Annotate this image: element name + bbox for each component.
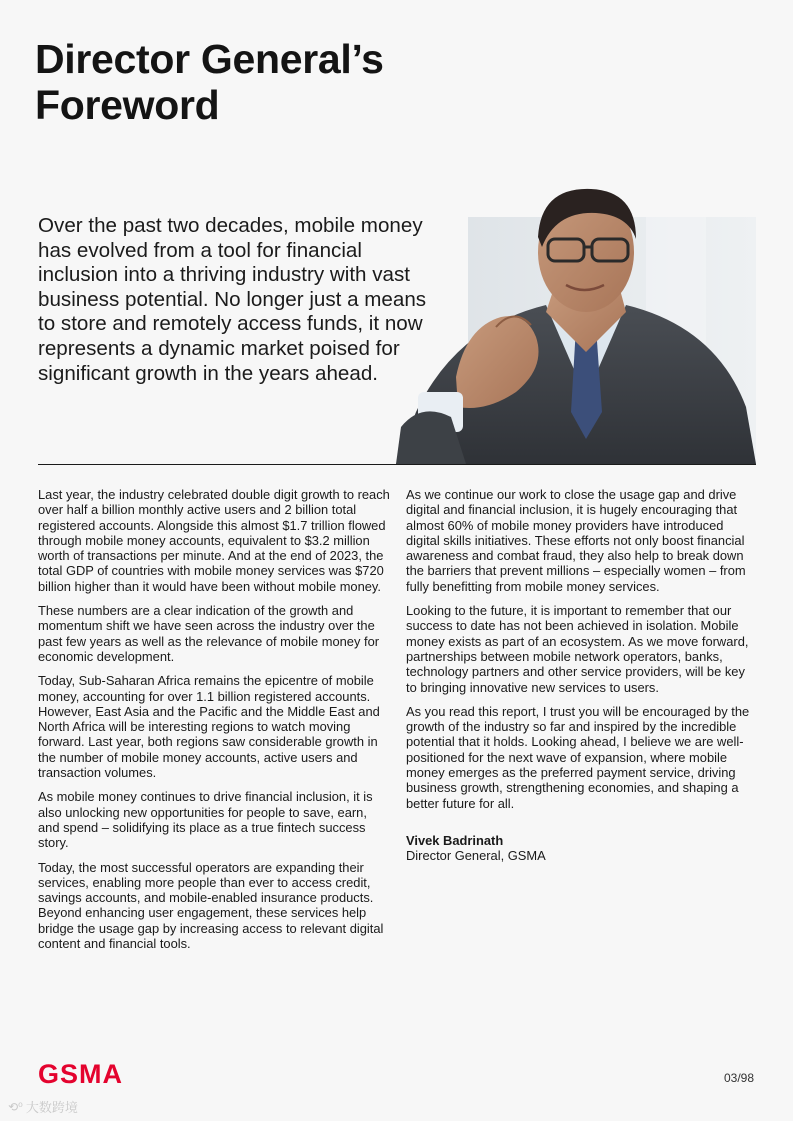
signature-title: Director General, GSMA [406,848,546,864]
title-line-1: Director General’s [35,36,384,82]
paragraph: Last year, the industry celebrated double digit growth to reach over half a billion monthly active users and 2 billion total registered accounts. Alongside this almost $1.7 trillion flowed through mobile money accounts, equivalent to $3.2 million worth of transactions per minute. And at the end of 2023, the total GDP of countries with mobile money services was $720 billion higher than it would have been without mobile money. [38,487,390,594]
paragraph: As we continue our work to close the usage gap and drive digital and financial inclusion, it is hugely encouraging that almost 60% of mobile money providers have introduced digital skills initiatives. These efforts not only boost financial awareness and combat fraud, they also help to break down the barriers that prevent millions – especially women – from fully benefitting from mobile money services. [406,487,746,594]
logo-text: GSMA [38,1061,123,1087]
watermark [8,1097,78,1116]
portrait-photo [396,177,756,464]
paragraph: As mobile money continues to drive financial inclusion, it is also unlocking new opportunities for people to save, earn, and spend – solidifying its place as a true fintech success story. [38,789,373,851]
title-line-2: Foreword [35,82,220,128]
intro-statement: Over the past two decades, mobile money has evolved from a tool for financial inclusion into a thriving industry with vast business potential. No longer just a means to store and remotely access funds, it now represents a dynamic market poised for significant growth in the years ahead. [38,214,427,385]
signature-block [406,833,758,864]
gsma-logo [38,1061,162,1092]
paragraph: Looking to the future, it is important to remember that our success to date has not been achieved in isolation. Mobile money exists as part of an ecosystem. As we move forward, partnerships between mobile network operators, banks, technology partners and other service providers, will be key to bringing innovative new services to users. [406,603,749,695]
paragraph: As you read this report, I trust you will be encouraged by the growth of the industry so far and inspired by the incredible potential that it holds. Looking ahead, I believe we are well-positioned for the next wave of expansion, where mobile money emerges as the preferred payment service, driving business growth, strengthening economies, and shaping a better future for all. [406,703,750,811]
paragraph: Today, Sub-Saharan Africa remains the epicentre of mobile money, accounting for over 1.1 billion registered accounts. However, East Asia and the Pacific and the Middle East and North Africa will be interesting regions to watch moving forward. Last year, both regions saw considerable growth in the number of mobile money accounts, active users and transaction volumes. [38,673,380,781]
watermark-text: 大数跨境 [25,1100,78,1115]
page-title [35,36,384,128]
page-number: 03/98 [723,1071,754,1085]
signature-name: Vivek Badrinath [406,832,504,848]
right-column [406,487,758,864]
left-column [38,487,390,960]
watermark-logo-icon: ⟲⁰ [8,1099,23,1114]
section-divider [38,464,756,465]
paragraph: Today, the most successful operators are expanding their services, enabling more people than ever to access credit, savings accounts, and mobile-enabled insurance products. Beyond enhancing user engagement, these services help bridge the usage gap by increasing access to relevant digital content and financial tools. [38,859,384,952]
paragraph: These numbers are a clear indication of the growth and momentum shift we have seen across the industry over the past few years as well as the relevance of mobile money for economic development. [38,603,380,664]
